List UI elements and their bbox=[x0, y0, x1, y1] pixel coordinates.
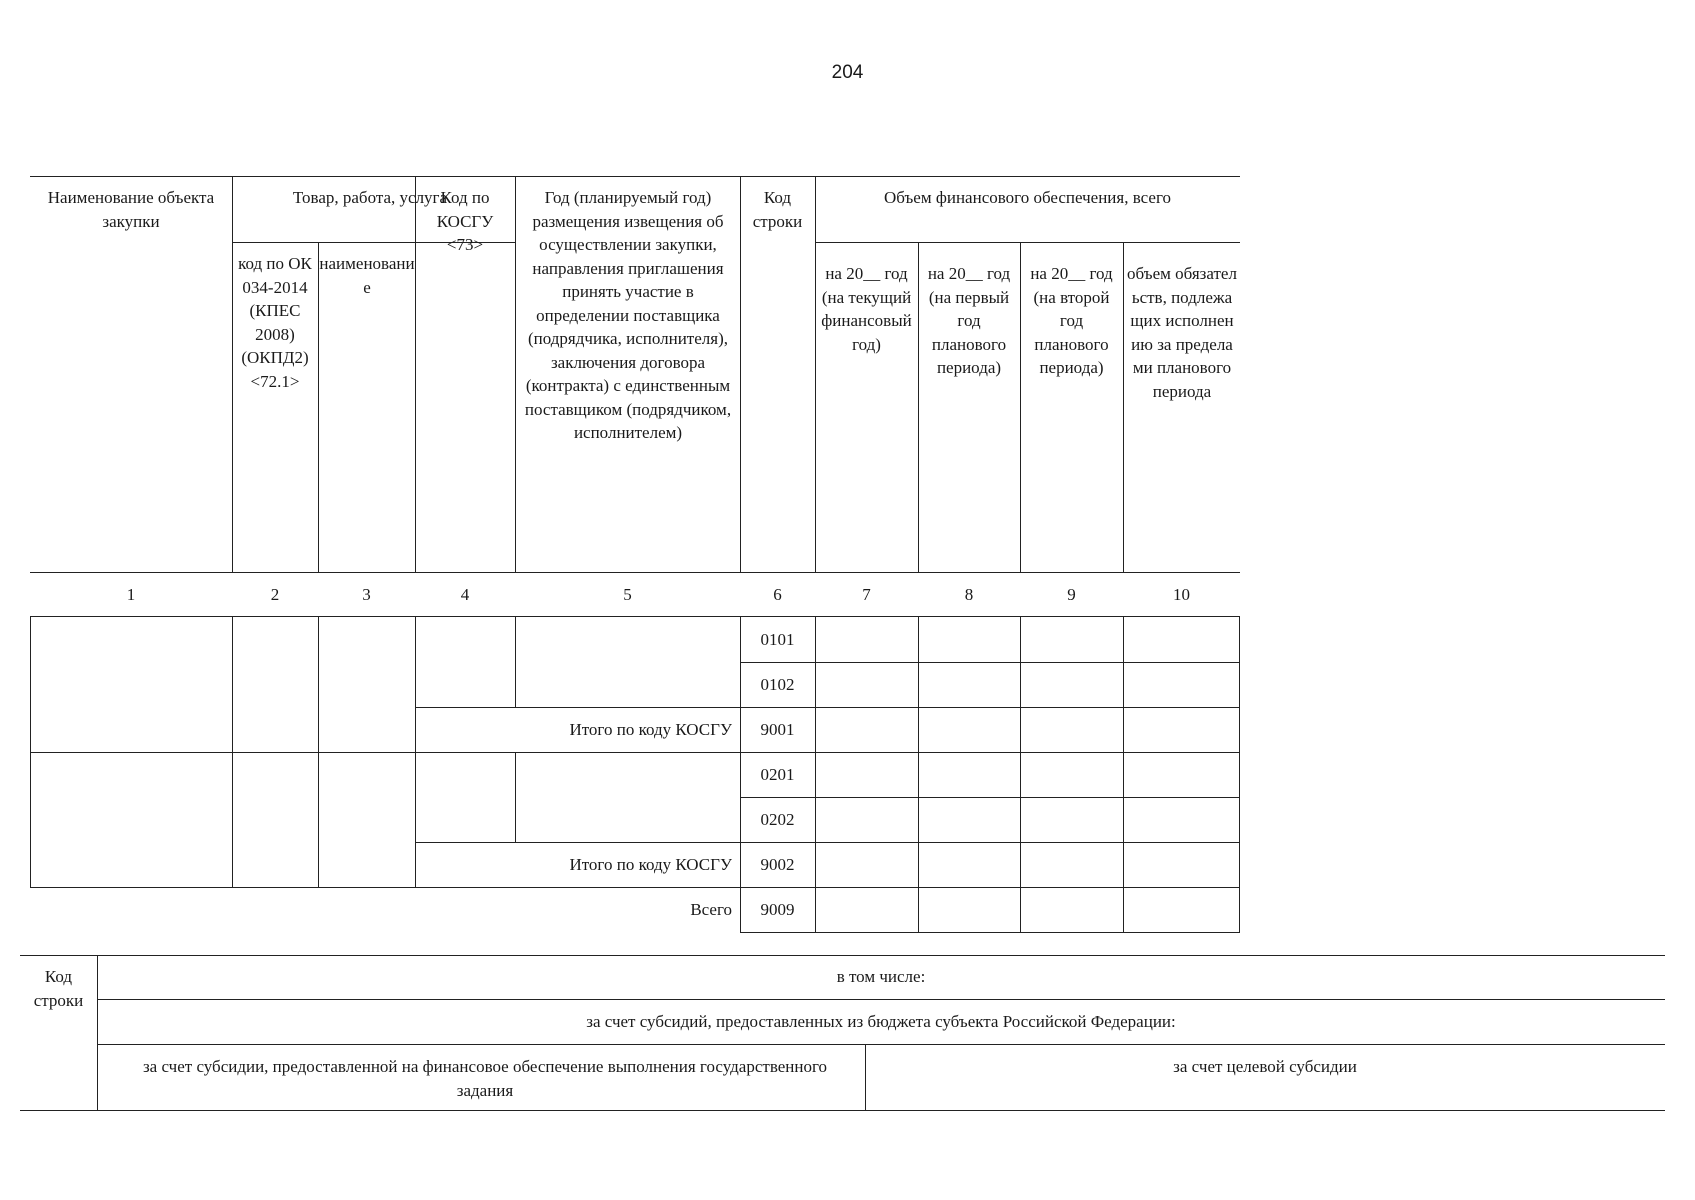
body-rule-4b bbox=[515, 752, 516, 842]
row-label: Итого по коду КОСГУ bbox=[569, 719, 732, 739]
column-number: 7 bbox=[862, 584, 871, 604]
row-code: 0201 bbox=[760, 764, 795, 784]
row-code: 0202 bbox=[760, 809, 795, 829]
body-rule-4a bbox=[515, 616, 516, 707]
header-kosgu: Код по КОСГУ <73> bbox=[436, 188, 494, 254]
body-rule-9 bbox=[1123, 616, 1124, 932]
row-code: 9001 bbox=[760, 719, 795, 739]
header-subsidies: за счет субсидий, предоставленных из бюджета субъекта Российской Федерации: bbox=[586, 1011, 1176, 1031]
column-number: 5 bbox=[623, 584, 632, 604]
row-label: Всего bbox=[690, 899, 732, 919]
column-number: 9 bbox=[1067, 584, 1076, 604]
header-state-task: за счет субсидии, предоставленной на финансовое обеспечение выполнения государственного задания bbox=[142, 1057, 828, 1100]
rule-row-7 bbox=[740, 932, 1240, 933]
column-number: 8 bbox=[964, 584, 974, 604]
body-rule-6 bbox=[815, 616, 816, 932]
rule-subsidies bbox=[97, 1044, 1665, 1045]
row-code: 0101 bbox=[760, 629, 795, 649]
col-rule-4 bbox=[515, 176, 516, 572]
page-number: 204 bbox=[831, 62, 864, 83]
rule-numbers-bottom bbox=[30, 616, 1240, 617]
rule-bottom bbox=[20, 1110, 1665, 1111]
body-rule-0 bbox=[30, 616, 31, 887]
header-line-code: Код строки bbox=[33, 967, 84, 1010]
header-including: в том числе: bbox=[836, 967, 926, 987]
row-code: 0102 bbox=[760, 674, 795, 694]
column-number: 4 bbox=[460, 584, 470, 604]
col-rule-3 bbox=[415, 176, 416, 572]
col-rule-5 bbox=[740, 176, 741, 572]
rule-top bbox=[30, 176, 1240, 177]
column-number: 10 bbox=[1173, 584, 1190, 604]
header-first-year: на 20__ год (на первый год планового периода) bbox=[927, 264, 1011, 377]
body-rule-8 bbox=[1020, 616, 1021, 932]
col-rule-6 bbox=[815, 176, 816, 572]
row-code: 9002 bbox=[760, 854, 795, 874]
header-year: Год (планируемый год) размещения извещения об осуществлении закупки, направления приглашения принять участие в определении поставщика (подрядчика, исполнителя), заключения договора (контракта) с единственным поставщиком (подрядчиком, исполнителем) bbox=[524, 188, 732, 442]
col-rule-8 bbox=[1020, 242, 1021, 572]
column-number: 2 bbox=[270, 584, 280, 604]
column-number: 6 bbox=[773, 584, 782, 604]
subsidy-table bbox=[20, 955, 1665, 1115]
main-table bbox=[30, 176, 1240, 936]
header-second-year: на 20__ год (на второй год планового периода) bbox=[1030, 264, 1113, 377]
body-rule-10 bbox=[1239, 616, 1240, 932]
body-rule-2 bbox=[318, 616, 319, 887]
col-rule-1 bbox=[232, 176, 233, 572]
header-beyond: объем обязательств, подлежащих исполнению за пределами планового периода bbox=[1127, 264, 1237, 401]
rule-row-3 bbox=[30, 752, 1240, 753]
header-goods-code: код по ОК 034-2014 (КПЕС 2008) (ОКПД2) <72.1> bbox=[238, 254, 312, 391]
header-volume-group: Объем финансового обеспечения, всего bbox=[884, 188, 1171, 207]
header-goods-group: Товар, работа, услуга bbox=[292, 188, 448, 207]
rule-volume-header bbox=[815, 242, 1240, 243]
col-rule-9 bbox=[1123, 242, 1124, 572]
header-current-year: на 20__ год (на текущий финансовый год) bbox=[821, 264, 912, 354]
col-rule-7 bbox=[918, 242, 919, 572]
header-line-code: Код строки bbox=[752, 188, 803, 231]
header-targeted: за счет целевой субсидии bbox=[1173, 1057, 1357, 1076]
column-number: 1 bbox=[126, 584, 136, 604]
column-number: 3 bbox=[362, 584, 371, 604]
row-code: 9009 bbox=[760, 899, 795, 919]
header-name: Наименование объекта закупки bbox=[47, 188, 215, 231]
body-rule-7 bbox=[918, 616, 919, 932]
header-goods-name: наименование bbox=[319, 254, 415, 297]
row-label: Итого по коду КОСГУ bbox=[569, 854, 732, 874]
body-rule-1 bbox=[232, 616, 233, 887]
